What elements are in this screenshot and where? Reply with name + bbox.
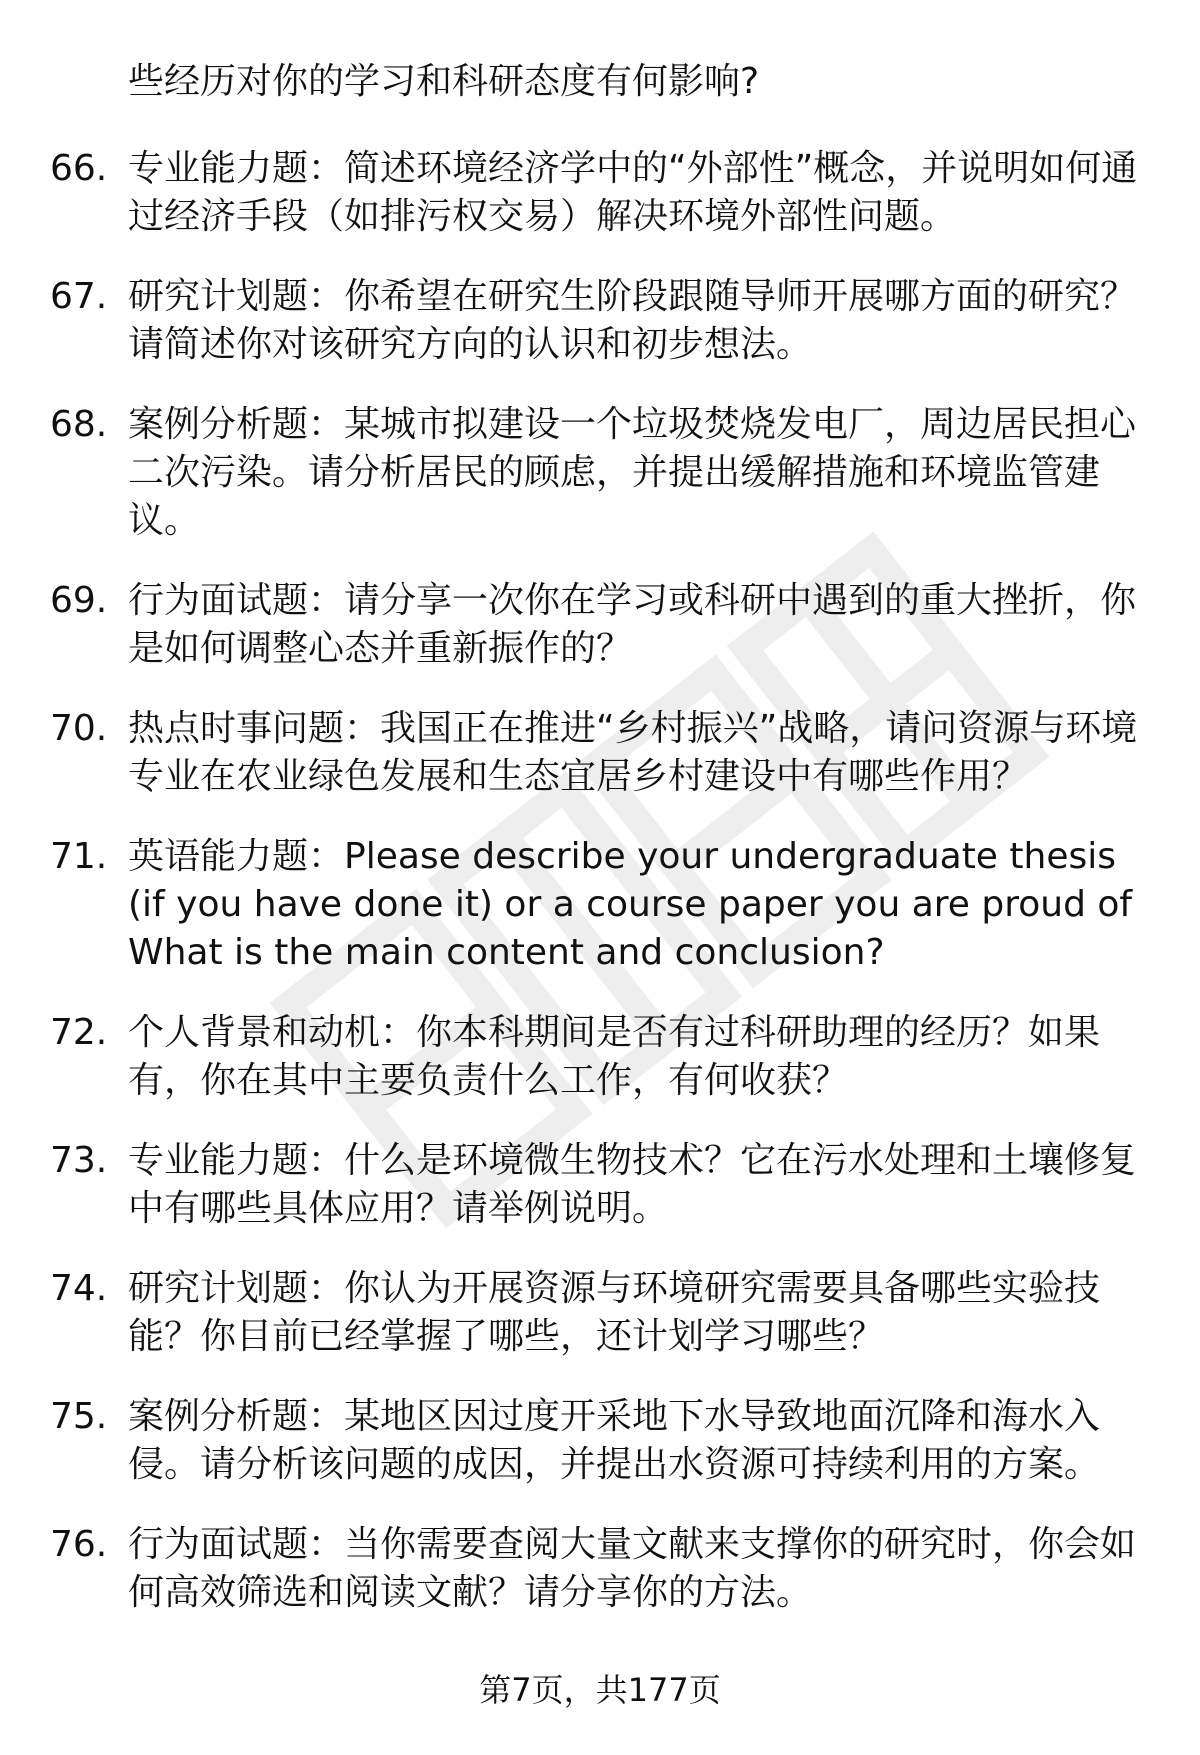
continuation-text: 些经历对你的学习和科研态度有何影响? [128, 61, 760, 102]
question-text: 英语能力题：Please describe your undergraduate thesis (if you have done it) or a course paper you are proud of What is the main content and conclusion? [128, 836, 1133, 973]
question-item [0, 705, 1200, 801]
question-item [0, 401, 1200, 545]
question-item [0, 1393, 1200, 1489]
question-text: 案例分析题：某城市拟建设一个垃圾焚烧发电厂，周边居民担心二次污染。请分析居民的顾虑，并提出缓解措施和环境监管建议。 [128, 404, 1137, 541]
question-number: 66. [50, 148, 108, 189]
question-list [0, 145, 1200, 1649]
question-item [0, 577, 1200, 673]
question-item [0, 1265, 1200, 1361]
question-text: 案例分析题：某地区因过度开采地下水导致地面沉降和海水入侵。请分析该问题的成因，并提出水资源可持续利用的方案。 [128, 1396, 1101, 1485]
question-number: 68. [50, 404, 108, 445]
question-item [0, 833, 1200, 977]
question-number: 70. [50, 708, 108, 749]
question-number: 76. [50, 1524, 108, 1565]
question-text: 研究计划题：你认为开展资源与环境研究需要具备哪些实验技能？你目前已经掌握了哪些，还计划学习哪些？ [128, 1268, 1101, 1357]
question-item [0, 1009, 1200, 1105]
question-item [0, 145, 1200, 241]
question-text: 热点时事问题：我国正在推进“乡村振兴”战略，请问资源与环境专业在农业绿色发展和生态宜居乡村建设中有哪些作用？ [128, 708, 1138, 797]
question-text: 专业能力题：简述环境经济学中的“外部性”概念，并说明如何通过经济手段（如排污权交易）解决环境外部性问题。 [128, 148, 1138, 237]
question-number: 69. [50, 580, 108, 621]
question-number: 75. [50, 1396, 108, 1437]
question-text: 行为面试题：当你需要查阅大量文献来支撑你的研究时，你会如何高效筛选和阅读文献？请分享你的方法。 [128, 1524, 1137, 1613]
question-number: 74. [50, 1268, 108, 1309]
question-text: 研究计划题：你希望在研究生阶段跟随导师开展哪方面的研究？请简述你对该研究方向的认识和初步想法。 [128, 276, 1137, 365]
question-item [0, 1521, 1200, 1617]
question-number: 71. [50, 836, 108, 877]
page-footer: 第7页，共177页 [479, 1671, 721, 1709]
question-item [0, 1137, 1200, 1233]
question-item [0, 273, 1200, 369]
question-text: 个人背景和动机：你本科期间是否有过科研助理的经历？如果有，你在其中主要负责什么工作，有何收获？ [128, 1012, 1101, 1101]
question-text: 行为面试题：请分享一次你在学习或科研中遇到的重大挫折，你是如何调整心态并重新振作的？ [128, 580, 1137, 669]
question-number: 67. [50, 276, 108, 317]
question-text: 专业能力题：什么是环境微生物技术？它在污水处理和土壤修复中有哪些具体应用？请举例说明。 [128, 1140, 1137, 1229]
question-number: 73. [50, 1140, 108, 1181]
question-number: 72. [50, 1012, 108, 1053]
